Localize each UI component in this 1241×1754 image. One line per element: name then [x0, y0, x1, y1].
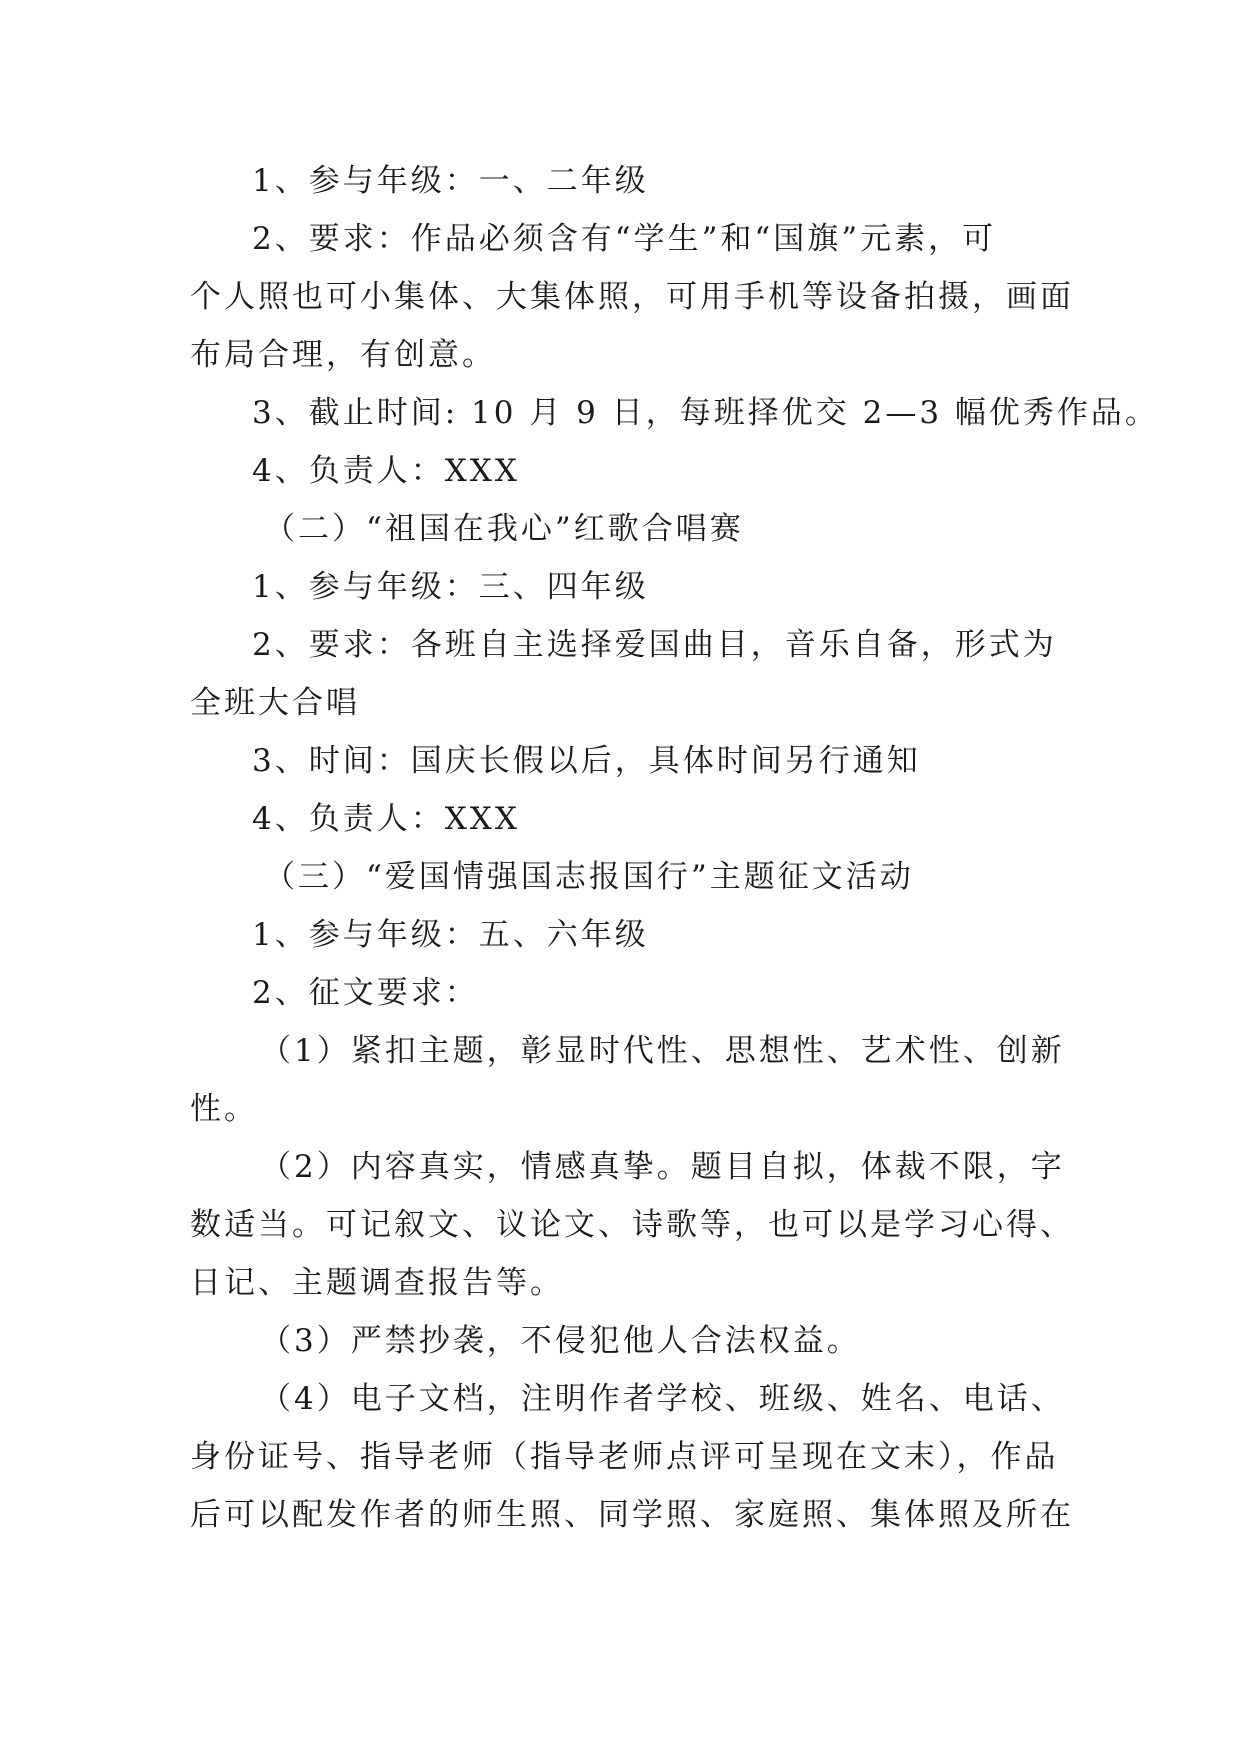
document-line: （1）紧扣主题，彰显时代性、思想性、艺术性、创新	[260, 1033, 1065, 1069]
document-line: 1、参与年级：三、四年级	[252, 569, 649, 605]
document-line: 3、时间：国庆长假以后，具体时间另行通知	[252, 743, 921, 779]
document-line: 3、截止时间: 10 月 9 日，每班择优交 2—3 幅优秀作品。	[252, 395, 1159, 431]
document-line: 性。	[190, 1091, 258, 1127]
document-line: （三）“爱国情强国志报国行”主题征文活动	[264, 859, 914, 895]
document-line: 2、要求：各班自主选择爱国曲目，音乐自备，形式为	[252, 627, 1057, 663]
document-line: （2）内容真实，情感真挚。题目自拟，体裁不限，字	[260, 1149, 1065, 1185]
document-line: 全班大合唱	[190, 685, 360, 721]
document-line: （二）“祖国在我心”红歌合唱赛	[264, 511, 744, 547]
document-line: 1、参与年级：五、六年级	[252, 917, 649, 953]
document-line: 2、要求：作品必须含有“学生”和“国旗”元素，可	[252, 221, 997, 257]
document-line: 数适当。可记叙文、议论文、诗歌等，也可以是学习心得、	[190, 1207, 1074, 1243]
document-line: 日记、主题调查报告等。	[190, 1265, 564, 1301]
document-line: （4）电子文档，注明作者学校、班级、姓名、电话、	[260, 1381, 1065, 1417]
document-line: 后可以配发作者的师生照、同学照、家庭照、集体照及所在	[190, 1497, 1074, 1533]
document-line: 4、负责人：XXX	[252, 801, 520, 837]
document-body	[190, 152, 1159, 1544]
document-line: （3）严禁抄袭，不侵犯他人合法权益。	[260, 1323, 861, 1359]
document-line: 2、征文要求：	[252, 975, 479, 1011]
document-line: 身份证号、指导老师（指导老师点评可呈现在文末），作品	[190, 1439, 1059, 1475]
document-line: 布局合理，有创意。	[190, 337, 496, 373]
document-line: 个人照也可小集体、大集体照，可用手机等设备拍摄，画面	[190, 279, 1074, 315]
document-line: 1、参与年级：一、二年级	[252, 163, 649, 199]
document-line: 4、负责人：XXX	[252, 453, 520, 489]
